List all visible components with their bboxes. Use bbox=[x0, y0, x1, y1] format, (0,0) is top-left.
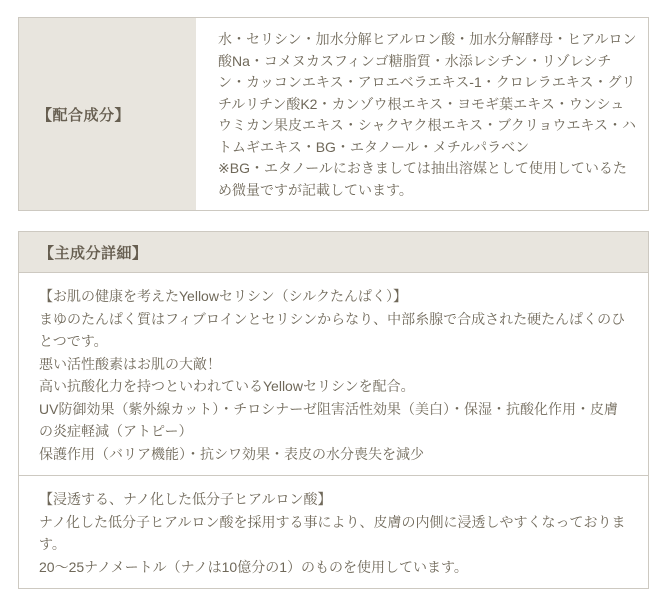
ingredients-table bbox=[18, 17, 649, 211]
sericin-block-title: 【お肌の健康を考えたYellowセリシン（シルクたんぱく）】 bbox=[39, 288, 407, 304]
section-header bbox=[19, 232, 648, 273]
sericin-detail-block bbox=[19, 273, 648, 475]
detail-line: 20～25ナノメートル（ナノは10億分の1）のものを使用しています。 bbox=[39, 558, 468, 575]
ingredients-label: 【配合成分】 bbox=[37, 106, 131, 124]
detail-line: 悪い活性酸素はお肌の大敵！ bbox=[39, 355, 221, 372]
detail-line: 保護作用（バリア機能）・抗シワ効果・表皮の水分喪失を減少 bbox=[39, 445, 424, 462]
detail-line: 高い抗酸化力を持つといわれているYellowセリシンを配合。 bbox=[39, 378, 415, 394]
hyaluronic-block-title: 【浸透する、ナノ化した低分子ヒアルロン酸】 bbox=[39, 491, 332, 507]
hyaluronic-detail-block bbox=[19, 475, 648, 588]
detail-line: まゆのたんぱく質はフィブロインとセリシンからなり、中部糸腺で合成された硬たんぱくのひとつです。 bbox=[39, 310, 626, 349]
ingredients-label-cell bbox=[19, 18, 198, 210]
ingredients-text: 水・セリシン・加水分解ヒアルロン酸・加水分解酵母・ヒアルロン酸Na・コメヌカスフィンゴ糖脂質・水添レシチン・リゾレシチン・カッコンエキス・アロエベラエキス-1・クロレラエキス・グリチルリチン酸K2・カンゾウ根エキス・ヨモギ葉エキス・ウンシュウミカン果皮エキス・シャクヤク根エキス・ブクリョウエキス・ハトムギエキス・BG・エタノール・メチルパラベン bbox=[218, 31, 637, 155]
detail-line: ナノ化した低分子ヒアルロン酸を採用する事により、皮膚の内側に浸透しやすくなっております。 bbox=[39, 513, 626, 552]
ingredients-value-cell bbox=[198, 18, 648, 210]
detail-line: UV防御効果（紫外線カット）・チロシナーゼ阻害活性効果（美白）・保湿・抗酸化作用・皮膚の炎症軽減（アトピー） bbox=[39, 400, 619, 439]
main-ingredient-details-section bbox=[18, 231, 649, 589]
ingredients-note: ※BG・エタノールにおきましては抽出溶媒として使用しているため微量ですが記載しています。 bbox=[218, 160, 627, 198]
section-header-label: 【主成分詳細】 bbox=[39, 245, 148, 262]
